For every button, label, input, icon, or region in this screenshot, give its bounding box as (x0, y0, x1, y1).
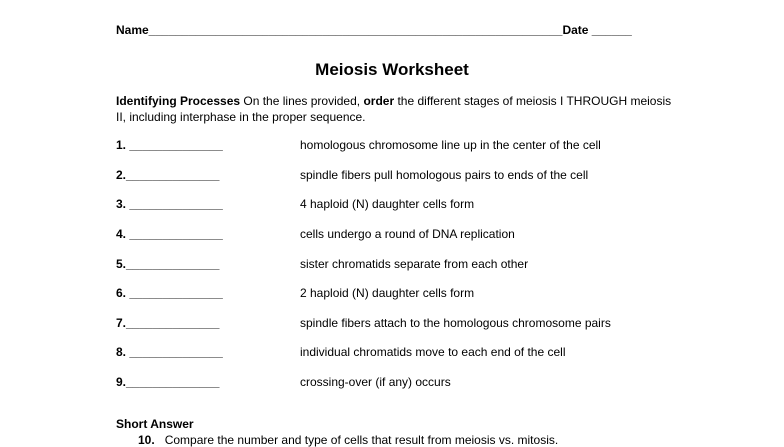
answer-blank-5[interactable]: 5.______________ (116, 257, 220, 271)
short-answer-heading: Short Answer (116, 417, 194, 431)
question-10-text: Compare the number and type of cells that result from meiosis vs. mitosis. (164, 433, 559, 447)
list-item (116, 138, 676, 154)
stage-description: crossing-over (if any) occurs (300, 375, 451, 389)
stage-description: spindle fibers attach to the homologous chromosome pairs (300, 316, 611, 330)
question-10-number: 10. (138, 433, 155, 447)
name-date-line: Name______________________________________________________________Date ______ (116, 23, 632, 37)
stage-description: 2 haploid (N) daughter cells form (300, 286, 475, 300)
question-10 (138, 433, 558, 447)
list-item (116, 257, 676, 273)
list-item (116, 227, 676, 243)
list-item (116, 345, 676, 361)
instructions-order-word: order (363, 94, 395, 108)
stage-description: spindle fibers pull homologous pairs to ends of the cell (300, 168, 589, 182)
list-item (116, 168, 676, 184)
stage-description: individual chromatids move to each end of the cell (300, 345, 566, 359)
instructions-text-1: On the lines provided, (240, 94, 364, 108)
answer-blank-1[interactable]: 1. ______________ (116, 138, 223, 152)
stage-description: homologous chromosome line up in the center of the cell (300, 138, 601, 152)
page-title: Meiosis Worksheet (315, 60, 469, 79)
answer-blank-2[interactable]: 2.______________ (116, 168, 220, 182)
list-item (116, 197, 676, 213)
stage-description: 4 haploid (N) daughter cells form (300, 197, 475, 211)
list-item (116, 286, 676, 302)
list-item (116, 375, 676, 391)
instructions (116, 93, 676, 125)
instructions-text-2: the different stages of meiosis I THROUGH meiosis II, including interphase in the proper sequence. (116, 94, 672, 124)
answer-blank-3[interactable]: 3. ______________ (116, 197, 223, 211)
list-item (116, 316, 676, 332)
answer-blank-4[interactable]: 4. ______________ (116, 227, 223, 241)
answer-blank-6[interactable]: 6. ______________ (116, 286, 223, 300)
stage-description: cells undergo a round of DNA replication (300, 227, 515, 241)
answer-blank-8[interactable]: 8. ______________ (116, 345, 223, 359)
answer-blank-9[interactable]: 9.______________ (116, 375, 220, 389)
stage-description: sister chromatids separate from each other (300, 257, 529, 271)
answer-blank-7[interactable]: 7.______________ (116, 316, 220, 330)
instructions-heading: Identifying Processes (116, 94, 241, 108)
